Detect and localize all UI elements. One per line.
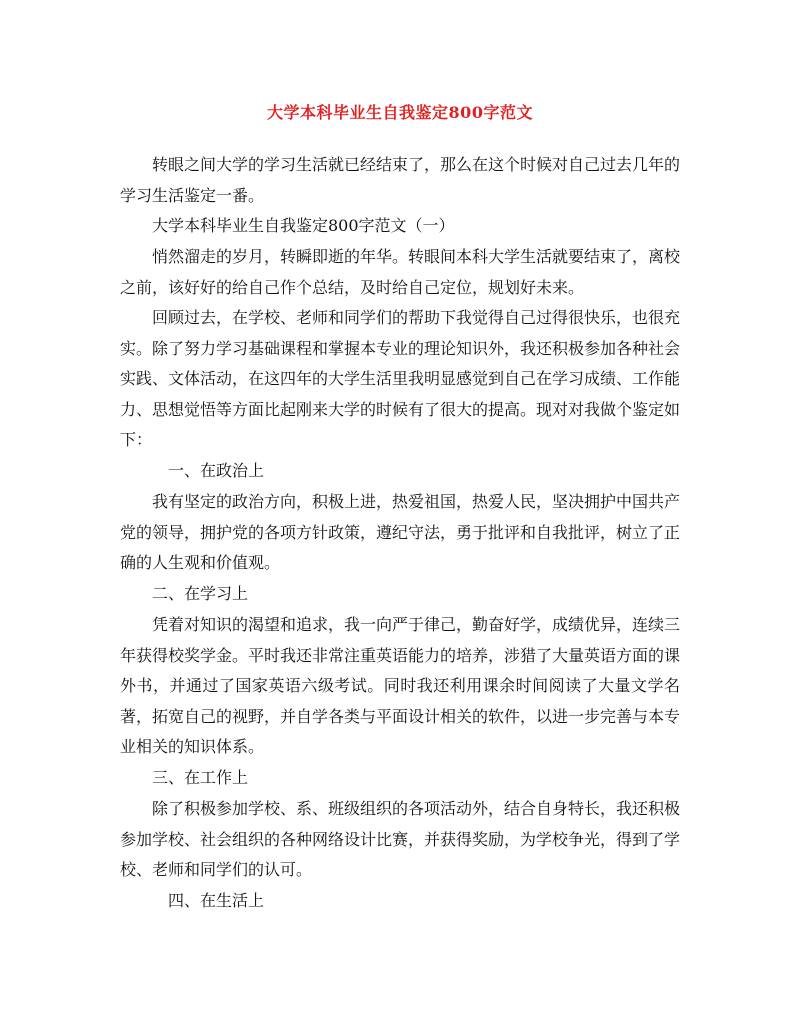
subtitle: 大学本科毕业生自我鉴定800字范文（一）: [152, 216, 455, 235]
section-2-heading: 二、在学习上: [152, 584, 249, 603]
section-1-body: 我有坚定的政治方向，积极上进，热爱祖国，热爱人民，坚决拥护中国共产党的领导，拥护党的各项方针政策，遵纪守法，勇于批评和自我批评，树立了正确的人生观和价值观。: [120, 492, 681, 572]
section-3-body: 除了积极参加学校、系、班级组织的各项活动外，结合自身特长，我还积极参加学校、社会组织的各种网络设计比赛，并获得奖励，为学校争光，得到了学校、老师和同学们的认可。: [120, 799, 681, 879]
document-title: 大学本科毕业生自我鉴定800字范文: [267, 103, 533, 122]
intro-paragraph: 转眼之间大学的学习生活就已经结束了，那么在这个时候对自己过去几年的学习生活鉴定一番。: [120, 155, 681, 205]
section-2-body: 凭着对知识的渴望和追求，我一向严于律己，勤奋好学，成绩优异，连续三年获得校奖学金。平时我还非常注重英语能力的培养，涉猎了大量英语方面的课外书，并通过了国家英语六级考试。同时我还利用课余时间阅读了大量文学名著，拓宽自己的视野，并自学各类与平面设计相关的软件，以进一步完善与本专业相关的知识体系。: [120, 615, 681, 756]
section-3-heading: 三、在工作上: [152, 768, 249, 787]
paragraph-1: 悄然溜走的岁月，转瞬即逝的年华。转眼间本科大学生活就要结束了，离校之前，该好好的给自己作个总结，及时给自己定位，规划好未来。: [120, 247, 681, 297]
section-4-heading: 四、在生活上: [168, 891, 265, 910]
section-1-heading: 一、在政治上: [168, 461, 265, 480]
paragraph-2: 回顾过去，在学校、老师和同学们的帮助下我觉得自己过得很快乐，也很充实。除了努力学习基础课程和掌握本专业的理论知识外，我还积极参加各种社会实践、文体活动，在这四年的大学生活里我明显感觉到自己在学习成绩、工作能力、思想觉悟等方面比起刚来大学的时候有了很大的提高。现对对我做个鉴定如下：: [120, 308, 681, 449]
